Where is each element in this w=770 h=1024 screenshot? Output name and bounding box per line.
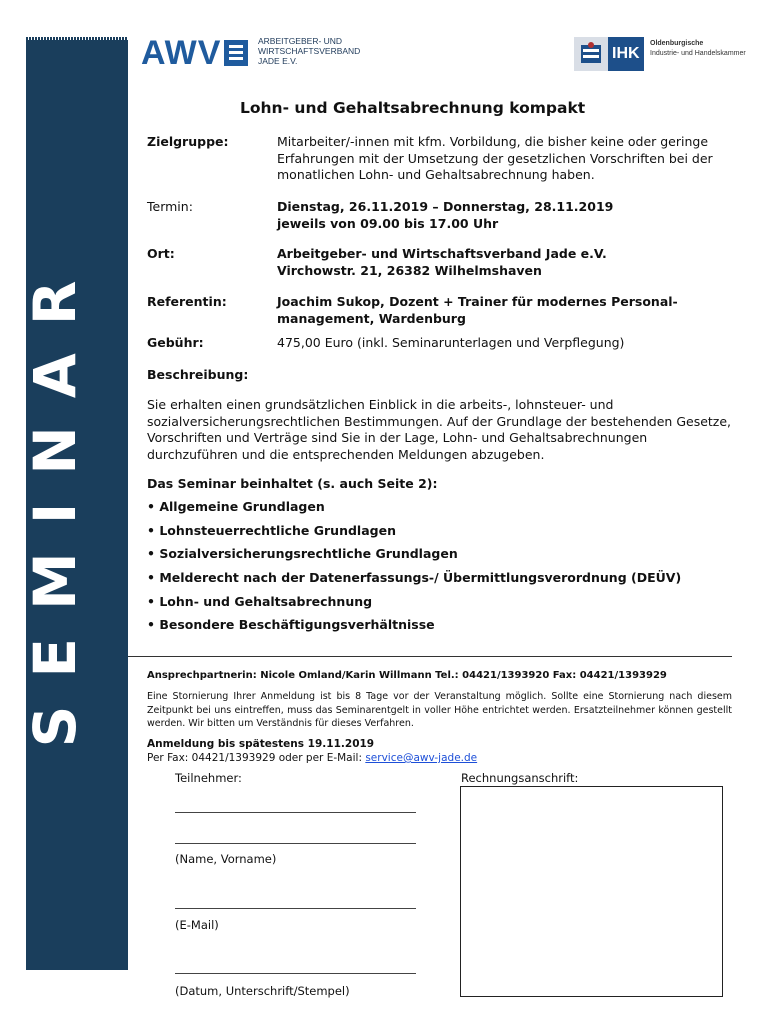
ihk-subtitle-line: Industrie- und Handelskammer bbox=[650, 50, 746, 57]
inhalt-item: • Lohnsteuerrechtliche Grundlagen bbox=[147, 522, 396, 538]
inhalt-heading: Das Seminar beinhaltet (s. auch Seite 2): bbox=[147, 476, 438, 491]
email-caption: (E-Mail) bbox=[175, 918, 219, 932]
ort-address: Virchowstr. 21, 26382 Wilhelmshaven bbox=[277, 262, 542, 278]
teilnehmer-label: Teilnehmer: bbox=[175, 771, 242, 785]
inhalt-item: • Lohn- und Gehaltsabrechnung bbox=[147, 593, 373, 609]
termin-time: jeweils von 09.00 bis 17.00 Uhr bbox=[277, 215, 499, 231]
signature-line[interactable] bbox=[175, 973, 416, 974]
beschreibung-text: Sie erhalten einen grundsätzlichen Einblick in die arbeits-, lohnsteuer- und sozialversicherungsrechtlichen Bestimmungen. Auf der Grundlage der bestehenden Gesetze, Vorschriften und Verträge sind Sie in der Lage, Lohn- und Gehaltsabrechnungen durchzuführen und die entsprechenden Meldungen abzugeben. bbox=[147, 397, 732, 462]
contact-line: Ansprechpartnerin: Nicole Omland/Karin Willmann Tel.: 04421/1393920 Fax: 04421/1393929 bbox=[147, 670, 667, 681]
ort-name: Arbeitgeber- und Wirtschaftsverband Jade e.V. bbox=[277, 246, 607, 261]
awv-subtitle-line: ARBEITGEBER- UND bbox=[258, 36, 343, 46]
ihk-logo-text: IHK bbox=[612, 45, 640, 62]
sidebar-top-border bbox=[26, 37, 128, 40]
awv-logo-subtitle bbox=[258, 36, 360, 66]
termin-label: Termin: bbox=[147, 199, 193, 214]
referentin-line: management, Wardenburg bbox=[277, 310, 466, 326]
referentin-label: Referentin: bbox=[147, 294, 227, 309]
fax-prefix: Per Fax: 04421/1393929 oder per E-Mail: bbox=[147, 752, 366, 764]
ort-value bbox=[277, 246, 727, 279]
inhalt-item: • Besondere Beschäftigungsverhältnisse bbox=[147, 617, 435, 633]
referentin-value bbox=[277, 294, 727, 327]
ihk-seal-icon bbox=[574, 37, 608, 71]
signature-caption: (Datum, Unterschrift/Stempel) bbox=[175, 984, 350, 998]
seminar-title: Lohn- und Gehaltsabrechnung kompakt bbox=[240, 99, 586, 117]
awv-logo-text: AWV bbox=[141, 34, 222, 72]
inhalt-item: • Melderecht nach der Datenerfassungs-/ Übermittlungsverordnung (DEÜV) bbox=[147, 570, 682, 586]
ort-label: Ort: bbox=[147, 246, 175, 261]
email-line[interactable] bbox=[175, 908, 416, 909]
ihk-subtitle-line: Oldenburgische bbox=[650, 40, 704, 47]
billing-address-box[interactable] bbox=[460, 786, 723, 997]
inhalt-list bbox=[147, 499, 681, 641]
awv-logo bbox=[141, 36, 248, 70]
awv-subtitle-line: JADE E.V. bbox=[258, 56, 298, 66]
rechnungsanschrift-label: Rechnungsanschrift: bbox=[461, 771, 579, 785]
ihk-logo bbox=[574, 37, 644, 71]
zielgruppe-value: Mitarbeiter/-innen mit kfm. Vorbildung, die bisher keine oder geringe Erfahrungen mit der Umsetzung der gesetzlichen Vorschriften bei der monatlichen Lohn- und Gehaltsabrechnung haben. bbox=[277, 134, 713, 182]
fax-email-line bbox=[147, 752, 477, 764]
email-link[interactable]: service@awv-jade.de bbox=[365, 752, 478, 764]
beschreibung-heading: Beschreibung: bbox=[147, 367, 249, 382]
registration-deadline: Anmeldung bis spätestens 19.11.2019 bbox=[147, 738, 375, 750]
zielgruppe-label: Zielgruppe: bbox=[147, 134, 229, 149]
section-divider bbox=[128, 656, 732, 657]
sidebar-word: SEMINAR bbox=[21, 252, 89, 748]
teilnehmer-line-2[interactable] bbox=[175, 843, 416, 844]
termin-date: Dienstag, 26.11.2019 – Donnerstag, 28.11.2019 bbox=[277, 199, 614, 214]
inhalt-item: • Sozialversicherungsrechtliche Grundlagen bbox=[147, 546, 458, 562]
ihk-logo-subtitle bbox=[650, 39, 746, 59]
inhalt-item: • Allgemeine Grundlagen bbox=[147, 499, 325, 514]
teilnehmer-line-1[interactable] bbox=[175, 812, 416, 813]
termin-value bbox=[277, 199, 727, 232]
awv-logo-mark-icon bbox=[224, 40, 248, 66]
gebuehr-label: Gebühr: bbox=[147, 335, 204, 350]
cancellation-notice: Eine Stornierung Ihrer Anmeldung ist bis 8 Tage vor der Veranstaltung möglich. Sollte eine Stornierung nach diesem Zeitpunkt bei uns eintreffen, muss das Seminarentgelt in voller Höhe entrichtet werden. Ersatzteilnehmer können gestellt werden. Wir bitten um Verständnis für dieses Verfahren. bbox=[147, 691, 732, 729]
name-caption: (Name, Vorname) bbox=[175, 852, 277, 866]
referentin-line: Joachim Sukop, Dozent + Trainer für modernes Personal- bbox=[277, 294, 678, 309]
gebuehr-value: 475,00 Euro (inkl. Seminarunterlagen und Verpflegung) bbox=[277, 335, 625, 350]
awv-subtitle-line: WIRTSCHAFTSVERBAND bbox=[258, 46, 361, 56]
